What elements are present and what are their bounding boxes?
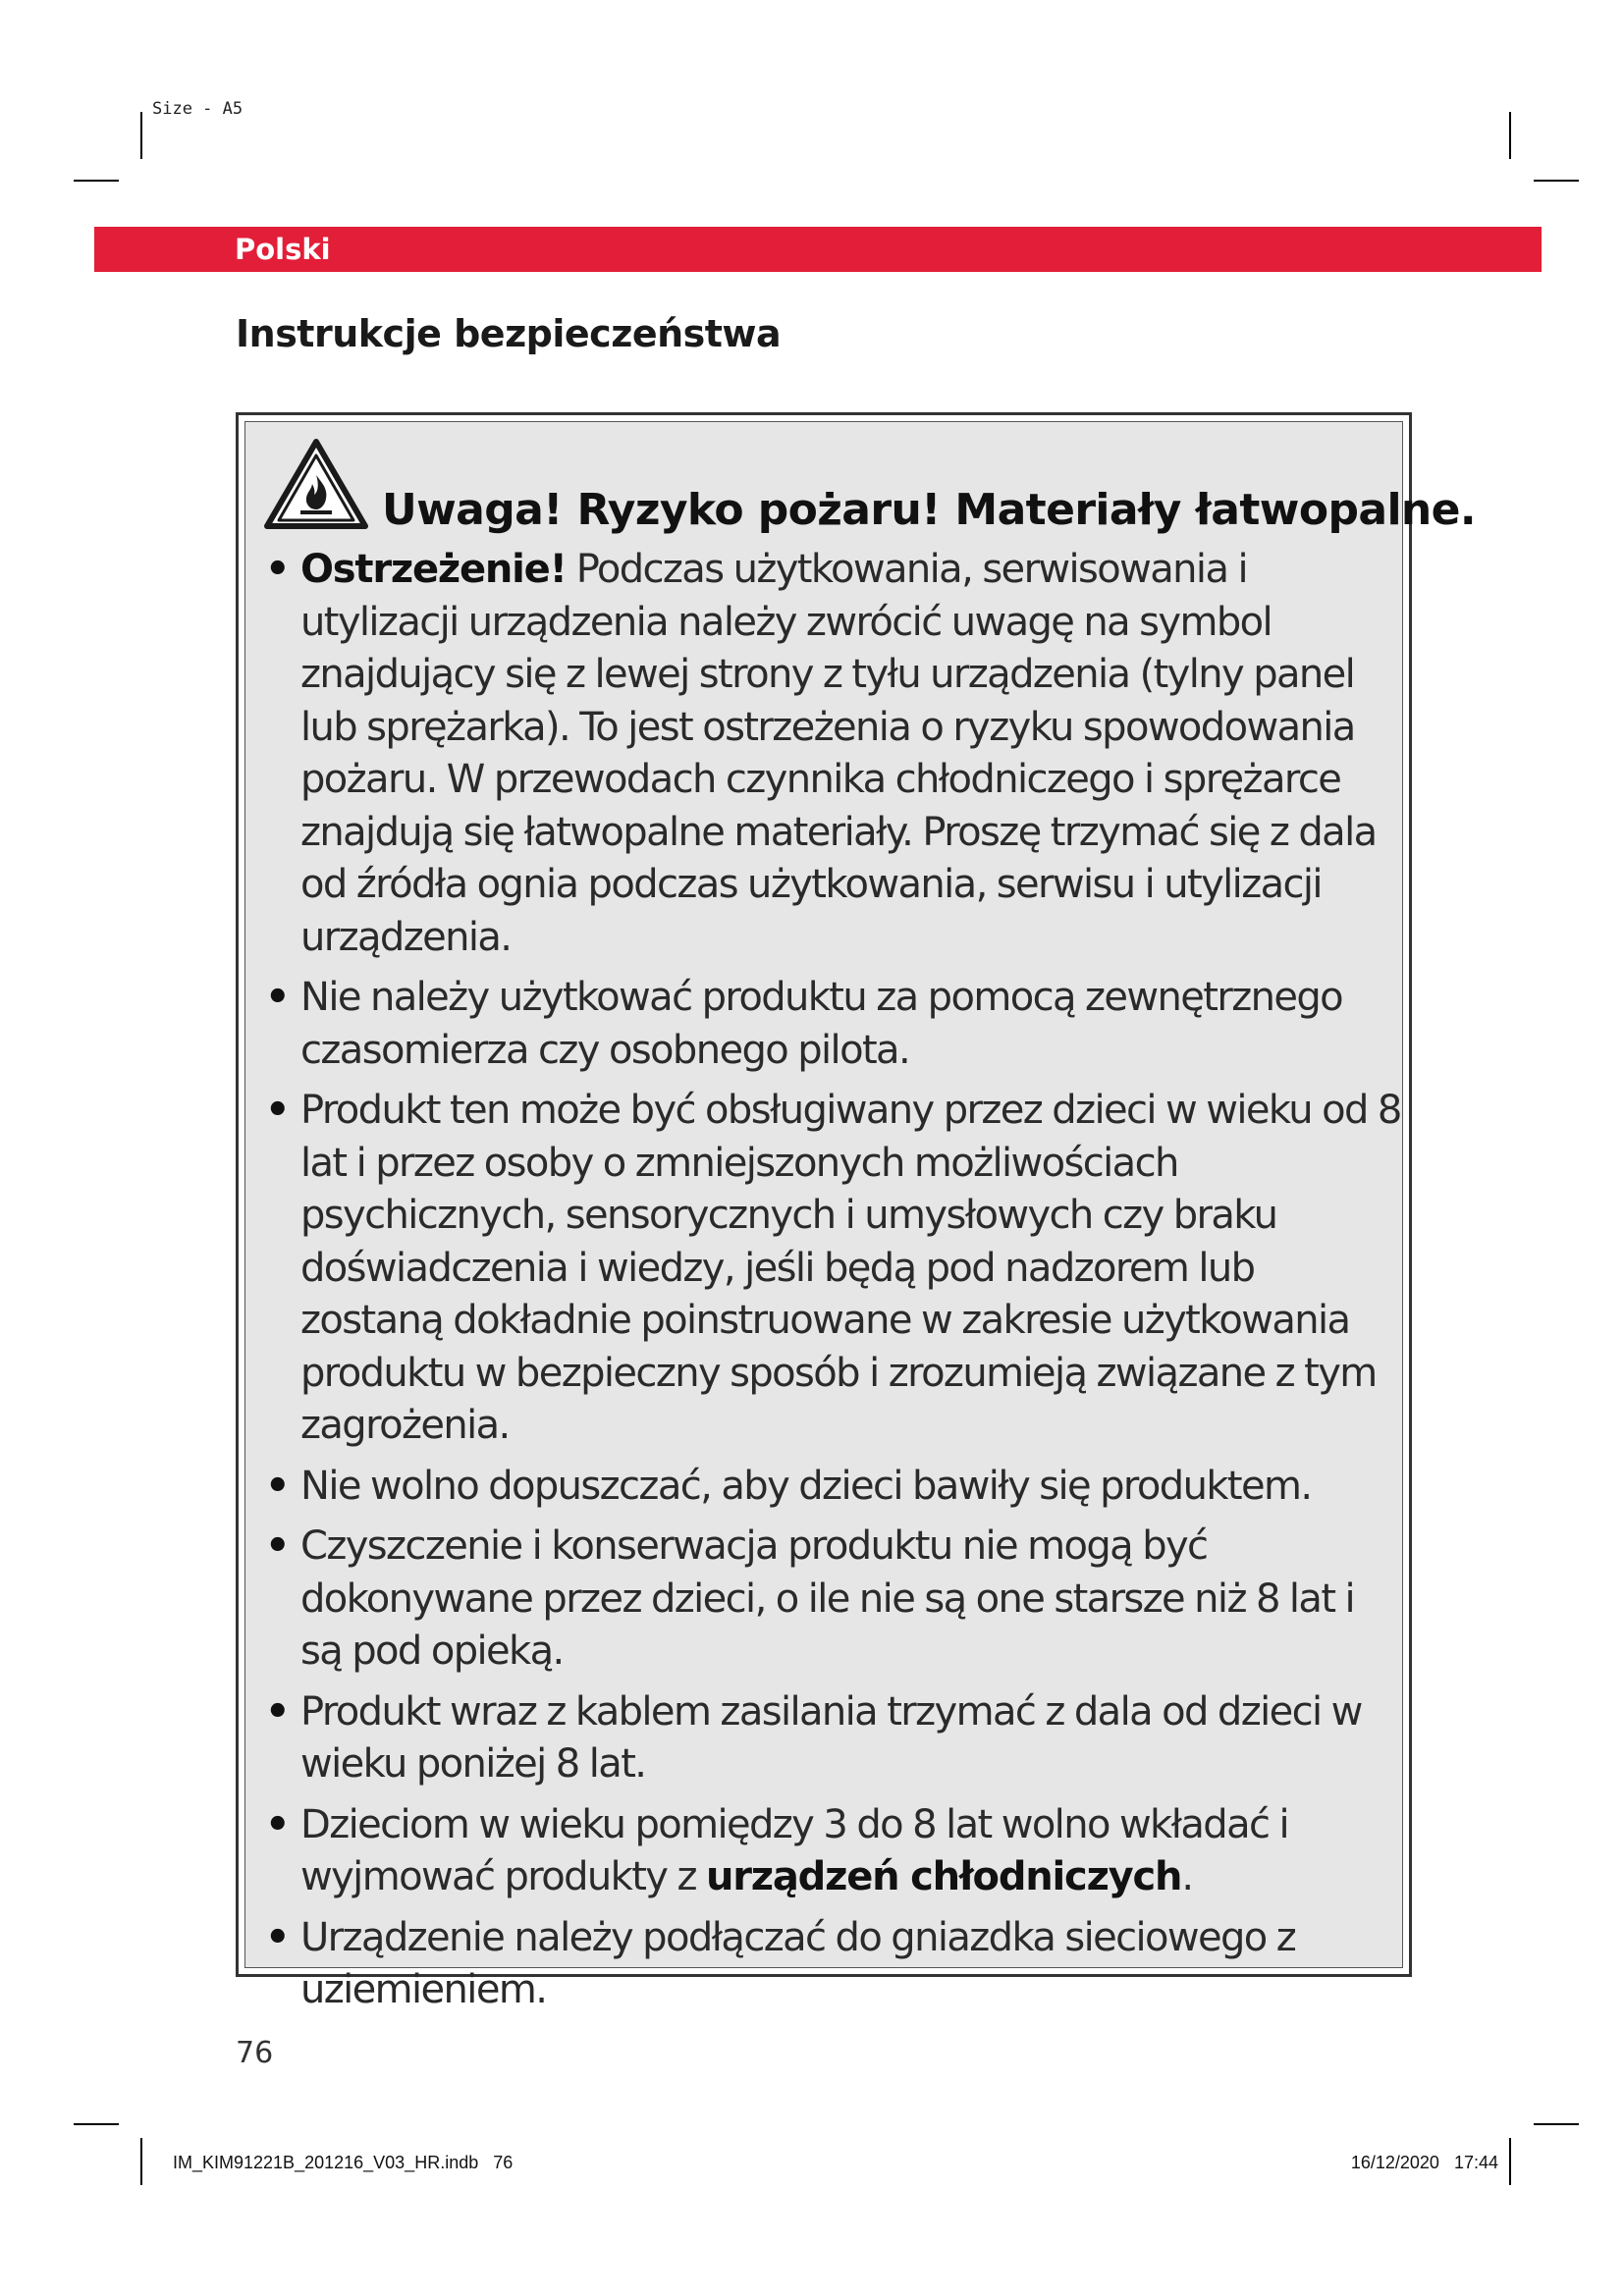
warning-text: Nie wolno dopuszczać, aby dzieci bawiły się produktem. [300, 1463, 1312, 1509]
crop-mark-top-left-vertical [140, 112, 142, 159]
bullet: • [265, 1801, 289, 1847]
bullet: • [265, 1688, 289, 1735]
warning-text: Urządzenie należy podłączać do gniazdka sieciowego z uziemieniem. [300, 1914, 1296, 2012]
page-number: 76 [236, 2036, 274, 2070]
bullet: • [265, 1914, 289, 1960]
warning-text-after: . [1181, 1854, 1193, 1899]
warning-lead: Ostrzeżenie! [300, 547, 567, 592]
warning-text: Produkt wraz z kablem zasilania trzymać z dala od dzieci w wieku poniżej 8 lat. [300, 1688, 1362, 1787]
fire-warning-box [236, 412, 1477, 2012]
bullet: • [265, 975, 289, 1020]
warning-list [265, 544, 1404, 2025]
crop-mark-bottom-right-vertical [1509, 2138, 1511, 2185]
warning-item [265, 1912, 1404, 2017]
language-label: Polski [235, 233, 331, 266]
crop-mark-bottom-left-horizontal [74, 2123, 119, 2125]
footer-date-info [1351, 2153, 1498, 2173]
warning-text: Dzieciom w wieku pomiędzy 3 do 8 lat wolno wkładać i wyjmować produkty z [300, 1801, 1289, 1899]
warning-item [265, 1521, 1404, 1679]
footer-date-text: 16/12/2020 17:44 [1350, 2153, 1498, 2172]
bullet: • [265, 1088, 289, 1133]
footer-file-info [173, 2153, 513, 2173]
warning-title: Uwaga! Ryzyko pożaru! Materiały łatwopalne. [382, 485, 1477, 535]
warning-item [265, 1686, 1404, 1791]
crop-mark-top-left-horizontal [74, 180, 119, 182]
size-label: Size - A5 [152, 99, 244, 119]
warning-item [265, 1461, 1404, 1514]
bullet: • [265, 1523, 289, 1569]
warning-text: Produkt ten może być obsługiwany przez dzieci w wieku od 8 lat i przez osoby o zmniejszonych możliwościach psychicznych, sensorycznych i umysłowych czy braku doświadczenia i wiedzy, jeśli będą pod nadzorem lub zostaną dokładnie poinstruowane w zakresie użytkowania produktu w bezpieczny sposób i zrozumieją związane z tym zagrożenia. [300, 1088, 1401, 1448]
footer-file-text: IM_KIM91221B_201216_V03_HR.indb 76 [173, 2153, 514, 2172]
warning-item [265, 972, 1404, 1077]
fire-warning-box-inner [244, 421, 1477, 2012]
warning-text: Czyszczenie i konserwacja produktu nie mogą być dokonywane przez dzieci, o ile nie są one starsze niż 8 lat i są pod opieką. [300, 1523, 1355, 1674]
section-title: Instrukcje bezpieczeństwa [236, 312, 782, 355]
crop-mark-bottom-right-horizontal [1534, 2123, 1579, 2125]
bullet: • [265, 547, 289, 592]
flammable-warning-icon [263, 438, 369, 532]
warning-bold-term: urządzeń chłodniczych [706, 1854, 1182, 1899]
crop-mark-bottom-left-vertical [140, 2138, 142, 2185]
warning-item [265, 544, 1404, 964]
warning-text: Nie należy użytkować produktu za pomocą zewnętrznego czasomierza czy osobnego pilota. [300, 975, 1343, 1073]
crop-mark-top-right-vertical [1509, 112, 1511, 159]
warning-text: Podczas użytkowania, serwisowania i utylizacji urządzenia należy zwrócić uwagę na symbol znajdujący się z lewej strony z tyłu urządzenia (tylny panel lub sprężarka). To jest ostrzeżenia o ryzyku spowodowania pożaru. W przewodach czynnika chłodniczego i sprężarce znajdują się łatwopalne materiały. Proszę trzymać się z dala od źródła ognia podczas użytkowania, serwisu i utylizacji urządzenia. [300, 547, 1377, 960]
crop-mark-top-right-horizontal [1534, 180, 1579, 182]
warning-item [265, 1799, 1404, 1904]
bullet: • [265, 1463, 289, 1509]
warning-item [265, 1085, 1404, 1453]
language-header-bar [94, 227, 1542, 272]
